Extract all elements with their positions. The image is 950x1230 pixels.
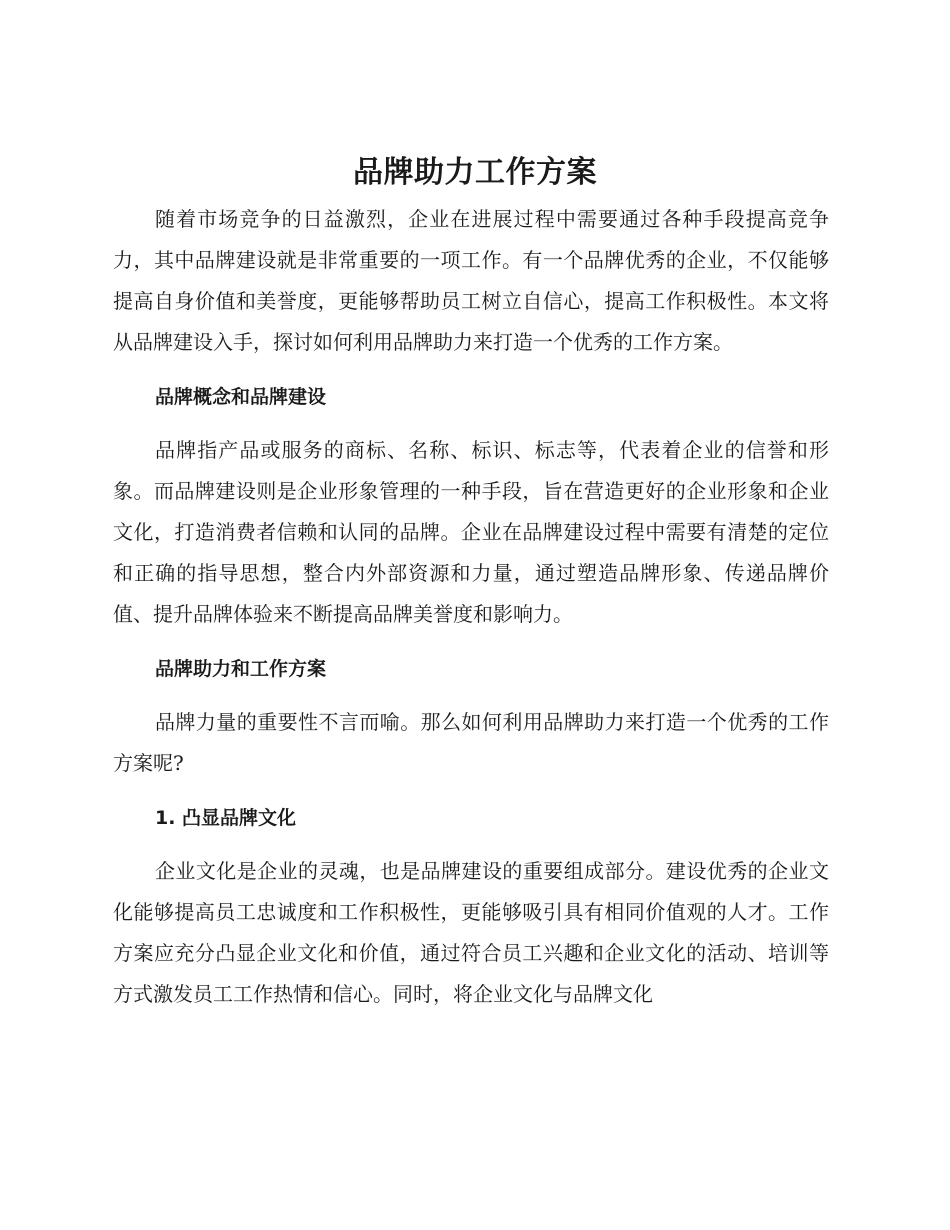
section-paragraph-brand-support: 品牌力量的重要性不言而喻。那么如何利用品牌助力来打造一个优秀的工作方案呢? [113,710,829,775]
document-title: 品牌助力工作方案 [353,155,597,190]
section-paragraph-brand-culture: 企业文化是企业的灵魂，也是品牌建设的重要组成部分。建设优秀的企业文化能够提高员工忠诚度和工作积极性，更能够吸引具有相同价值观的人才。工作方案应充分凸显企业文化和价值，通过符合员工兴趣和企业文化的活动、培训等方式激发员工工作热情和信心。同时，将企业文化与品牌文化 [113,859,829,1006]
document-body [113,199,829,1015]
section-paragraph-brand-concept: 品牌指产品或服务的商标、名称、标识、标志等，代表着企业的信誉和形象。而品牌建设则是企业形象管理的一种手段，旨在营造更好的企业形象和企业文化，打造消费者信赖和认同的品牌。企业在品牌建设过程中需要有清楚的定位和正确的指导思想，整合内外部资源和力量，通过塑造品牌形象、传递品牌价值、提升品牌体验来不断提高品牌美誉度和影响力。 [113,438,829,626]
intro-paragraph: 随着市场竞争的日益激烈，企业在进展过程中需要通过各种手段提高竞争力，其中品牌建设就是非常重要的一项工作。有一个品牌优秀的企业，不仅能够提高自身价值和美誉度，更能够帮助员工树立自信心，提高工作积极性。本文将从品牌建设入手，探讨如何利用品牌助力来打造一个优秀的工作方案。 [113,207,829,354]
section-heading-brand-culture: 1. 凸显品牌文化 [155,807,297,829]
section-heading-brand-concept: 品牌概念和品牌建设 [155,386,327,408]
section-heading-brand-support: 品牌助力和工作方案 [155,658,327,680]
